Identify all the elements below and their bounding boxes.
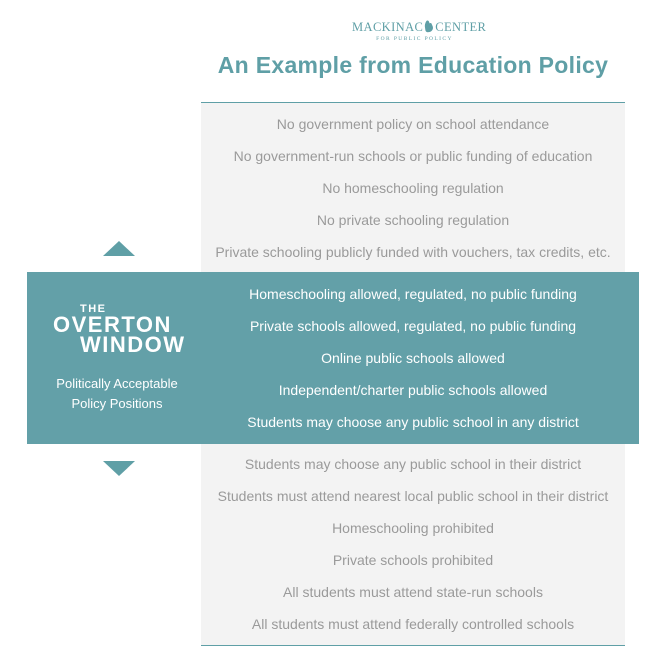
acceptable-position-item: Private schools allowed, regulated, no public funding [249,318,577,334]
caption-line-2: Policy Positions [71,396,163,411]
policy-position-item: Students may choose any public school in their district [244,456,582,472]
policy-position-item: No homeschooling regulation [322,180,504,196]
caption-line-1: Politically Acceptable [56,376,178,391]
logo-name [352,20,487,34]
acceptable-position-item: Homeschooling allowed, regulated, no public funding [249,286,577,302]
logo-name-left: MACKINAC [352,20,424,34]
acceptable-position-item: Students may choose any public school in any district [247,414,579,430]
overton-window-the: THE [80,303,107,315]
policy-position-item: No government-run schools or public funding of education [233,148,593,164]
overton-window-overton: OVERTON [53,312,172,337]
acceptable-position-item: Online public schools allowed [321,350,505,366]
policy-position-item: Private schooling publicly funded with vouchers, tax credits, etc. [215,244,611,260]
logo-tagline: FOR PUBLIC POLICY [376,36,453,42]
page-title: An Example from Education Policy [217,52,609,78]
policy-position-item: All students must attend federally controlled schools [251,616,575,632]
logo-name-right: CENTER [435,20,487,34]
arrow-up-icon [103,241,135,256]
policy-position-item: All students must attend state-run schools [283,584,543,600]
michigan-mitten-icon [424,20,434,33]
overton-window-window: WINDOW [80,332,186,357]
arrow-down-icon [103,461,135,476]
acceptable-position-item: Independent/charter public schools allowed [278,382,548,398]
mackinac-center-logo [352,20,487,43]
overton-window-caption [42,374,192,414]
policy-position-item: No government policy on school attendance [276,116,550,132]
policy-position-item: Students must attend nearest local public school in their district [217,488,609,504]
policy-position-item: Private schools prohibited [332,552,494,568]
policy-position-item: Homeschooling prohibited [332,520,494,536]
policy-position-item: No private schooling regulation [316,212,510,228]
